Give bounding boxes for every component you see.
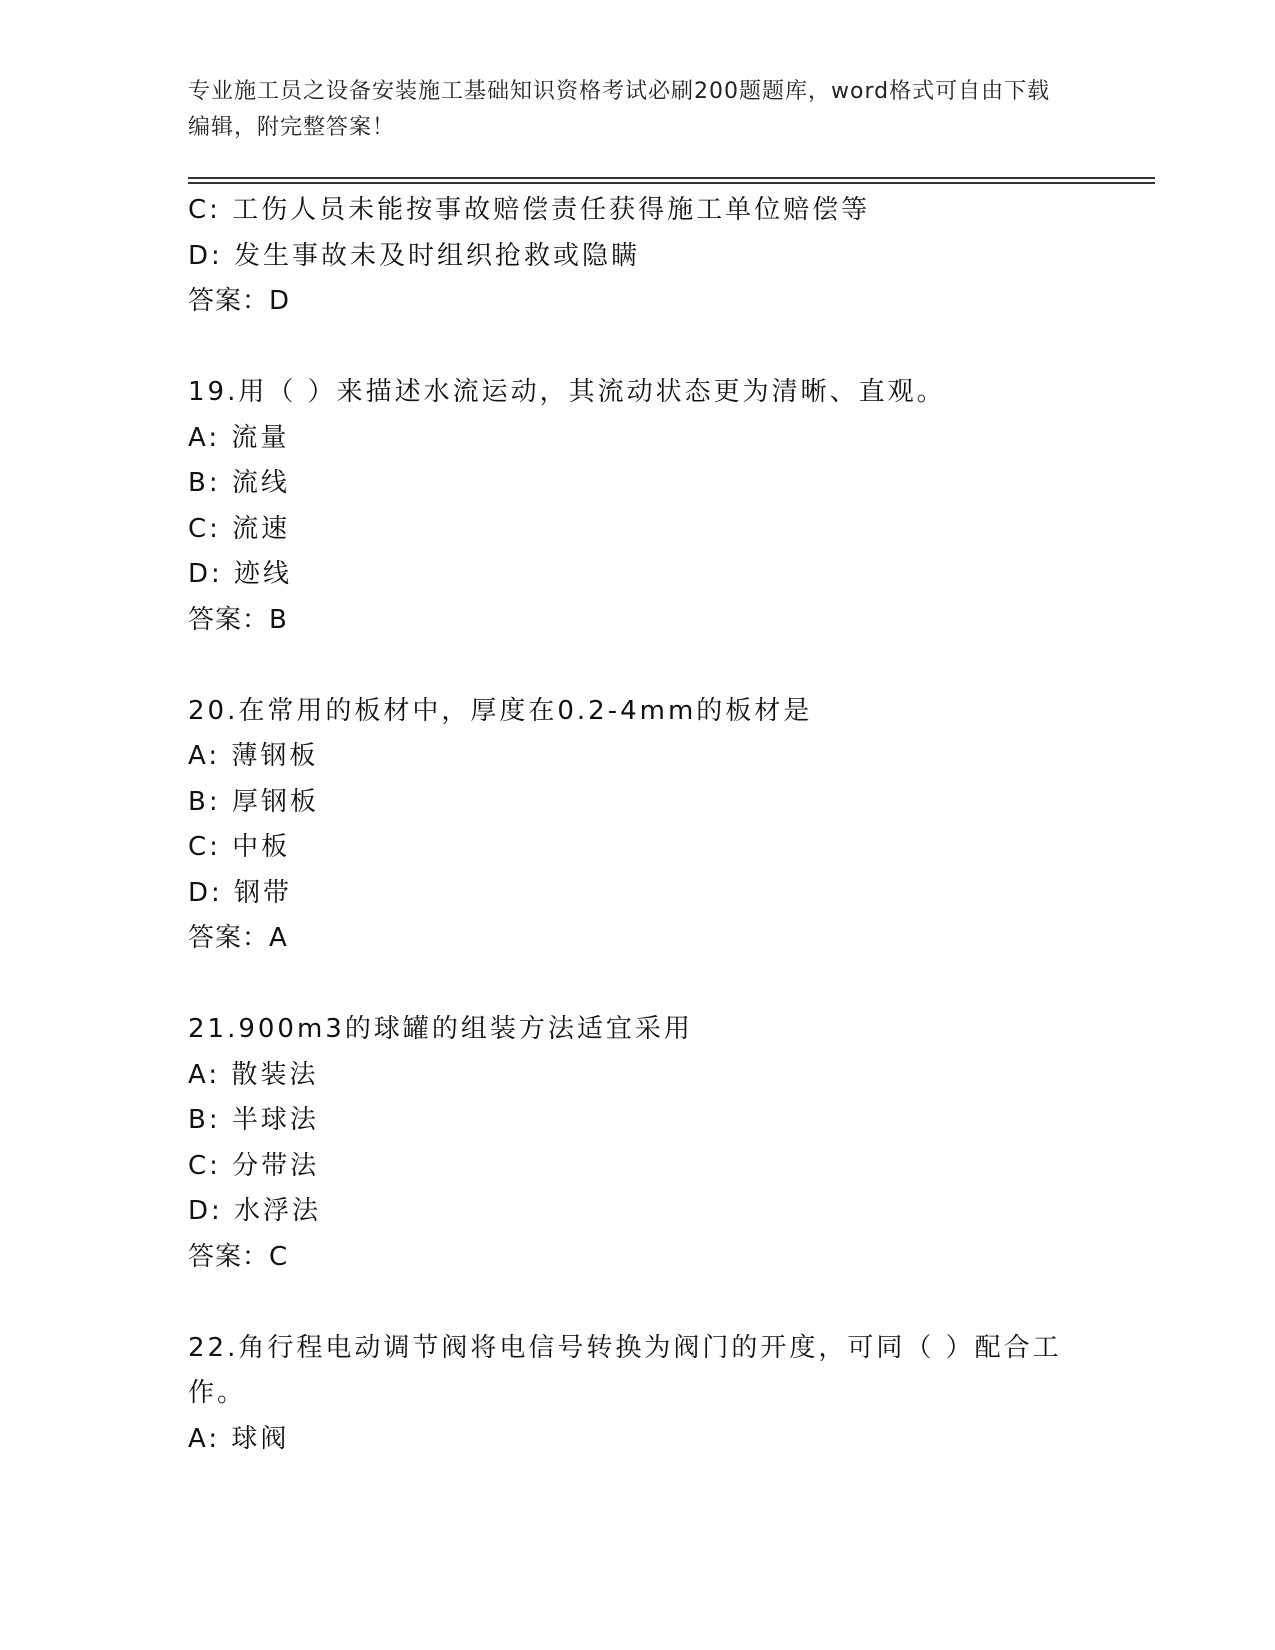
spacer [188, 643, 1088, 689]
option-c: C: 中板 [188, 832, 291, 862]
option-a: A: 球阀 [188, 1423, 290, 1454]
question-stem: 21.900m3的球罐的组装方法适宜采用 [188, 1014, 693, 1044]
option-d: D: 水浮法 [188, 1196, 322, 1226]
option-c: C: 流速 [188, 513, 291, 544]
answer: 答案：A [188, 923, 288, 953]
option-a: A: 薄钢板 [188, 741, 319, 771]
option-b: B: 半球法 [188, 1105, 319, 1135]
option-c: C: 分带法 [188, 1150, 320, 1181]
answer: 答案：B [188, 604, 288, 635]
option-b: B: 流线 [188, 468, 290, 498]
answer: 答案：C [188, 1241, 289, 1272]
option-a: A: 散装法 [188, 1059, 319, 1090]
spacer [188, 1280, 1088, 1326]
question-22 [188, 1326, 1088, 1463]
question-21 [188, 1007, 1088, 1280]
page-header: 专业施工员之设备安装施工基础知识资格考试必刷200题题库，word格式可自由下载编辑，附完整答案！ [188, 79, 1051, 140]
spacer [188, 325, 1088, 371]
question-stem: 22.角行程电动调节阀将电信号转换为阀门的开度，可同（ ）配合工作。 [188, 1332, 1062, 1408]
header-rule-top [188, 177, 1155, 179]
header-rule-bottom [188, 182, 1155, 184]
option-d: D: 迹线 [188, 559, 293, 589]
option-b: B: 厚钢板 [188, 786, 319, 817]
option-c: C: 工伤人员未能按事故赔偿责任获得施工单位赔偿等 [188, 195, 871, 225]
option-a: A: 流量 [188, 422, 290, 453]
question-stem: 19.用（ ）来描述水流运动，其流动状态更为清晰、直观。 [188, 377, 946, 407]
option-d: D: 发生事故未及时组织抢救或隐瞒 [188, 240, 641, 271]
question-20 [188, 689, 1088, 962]
prev-question [188, 188, 1088, 325]
question-19 [188, 370, 1088, 643]
option-d: D: 钢带 [188, 877, 293, 908]
spacer [188, 962, 1088, 1008]
answer: 答案：D [188, 286, 291, 316]
question-stem: 20.在常用的板材中，厚度在0.2-4mm的板材是 [188, 695, 813, 726]
page-content [188, 188, 1088, 1462]
